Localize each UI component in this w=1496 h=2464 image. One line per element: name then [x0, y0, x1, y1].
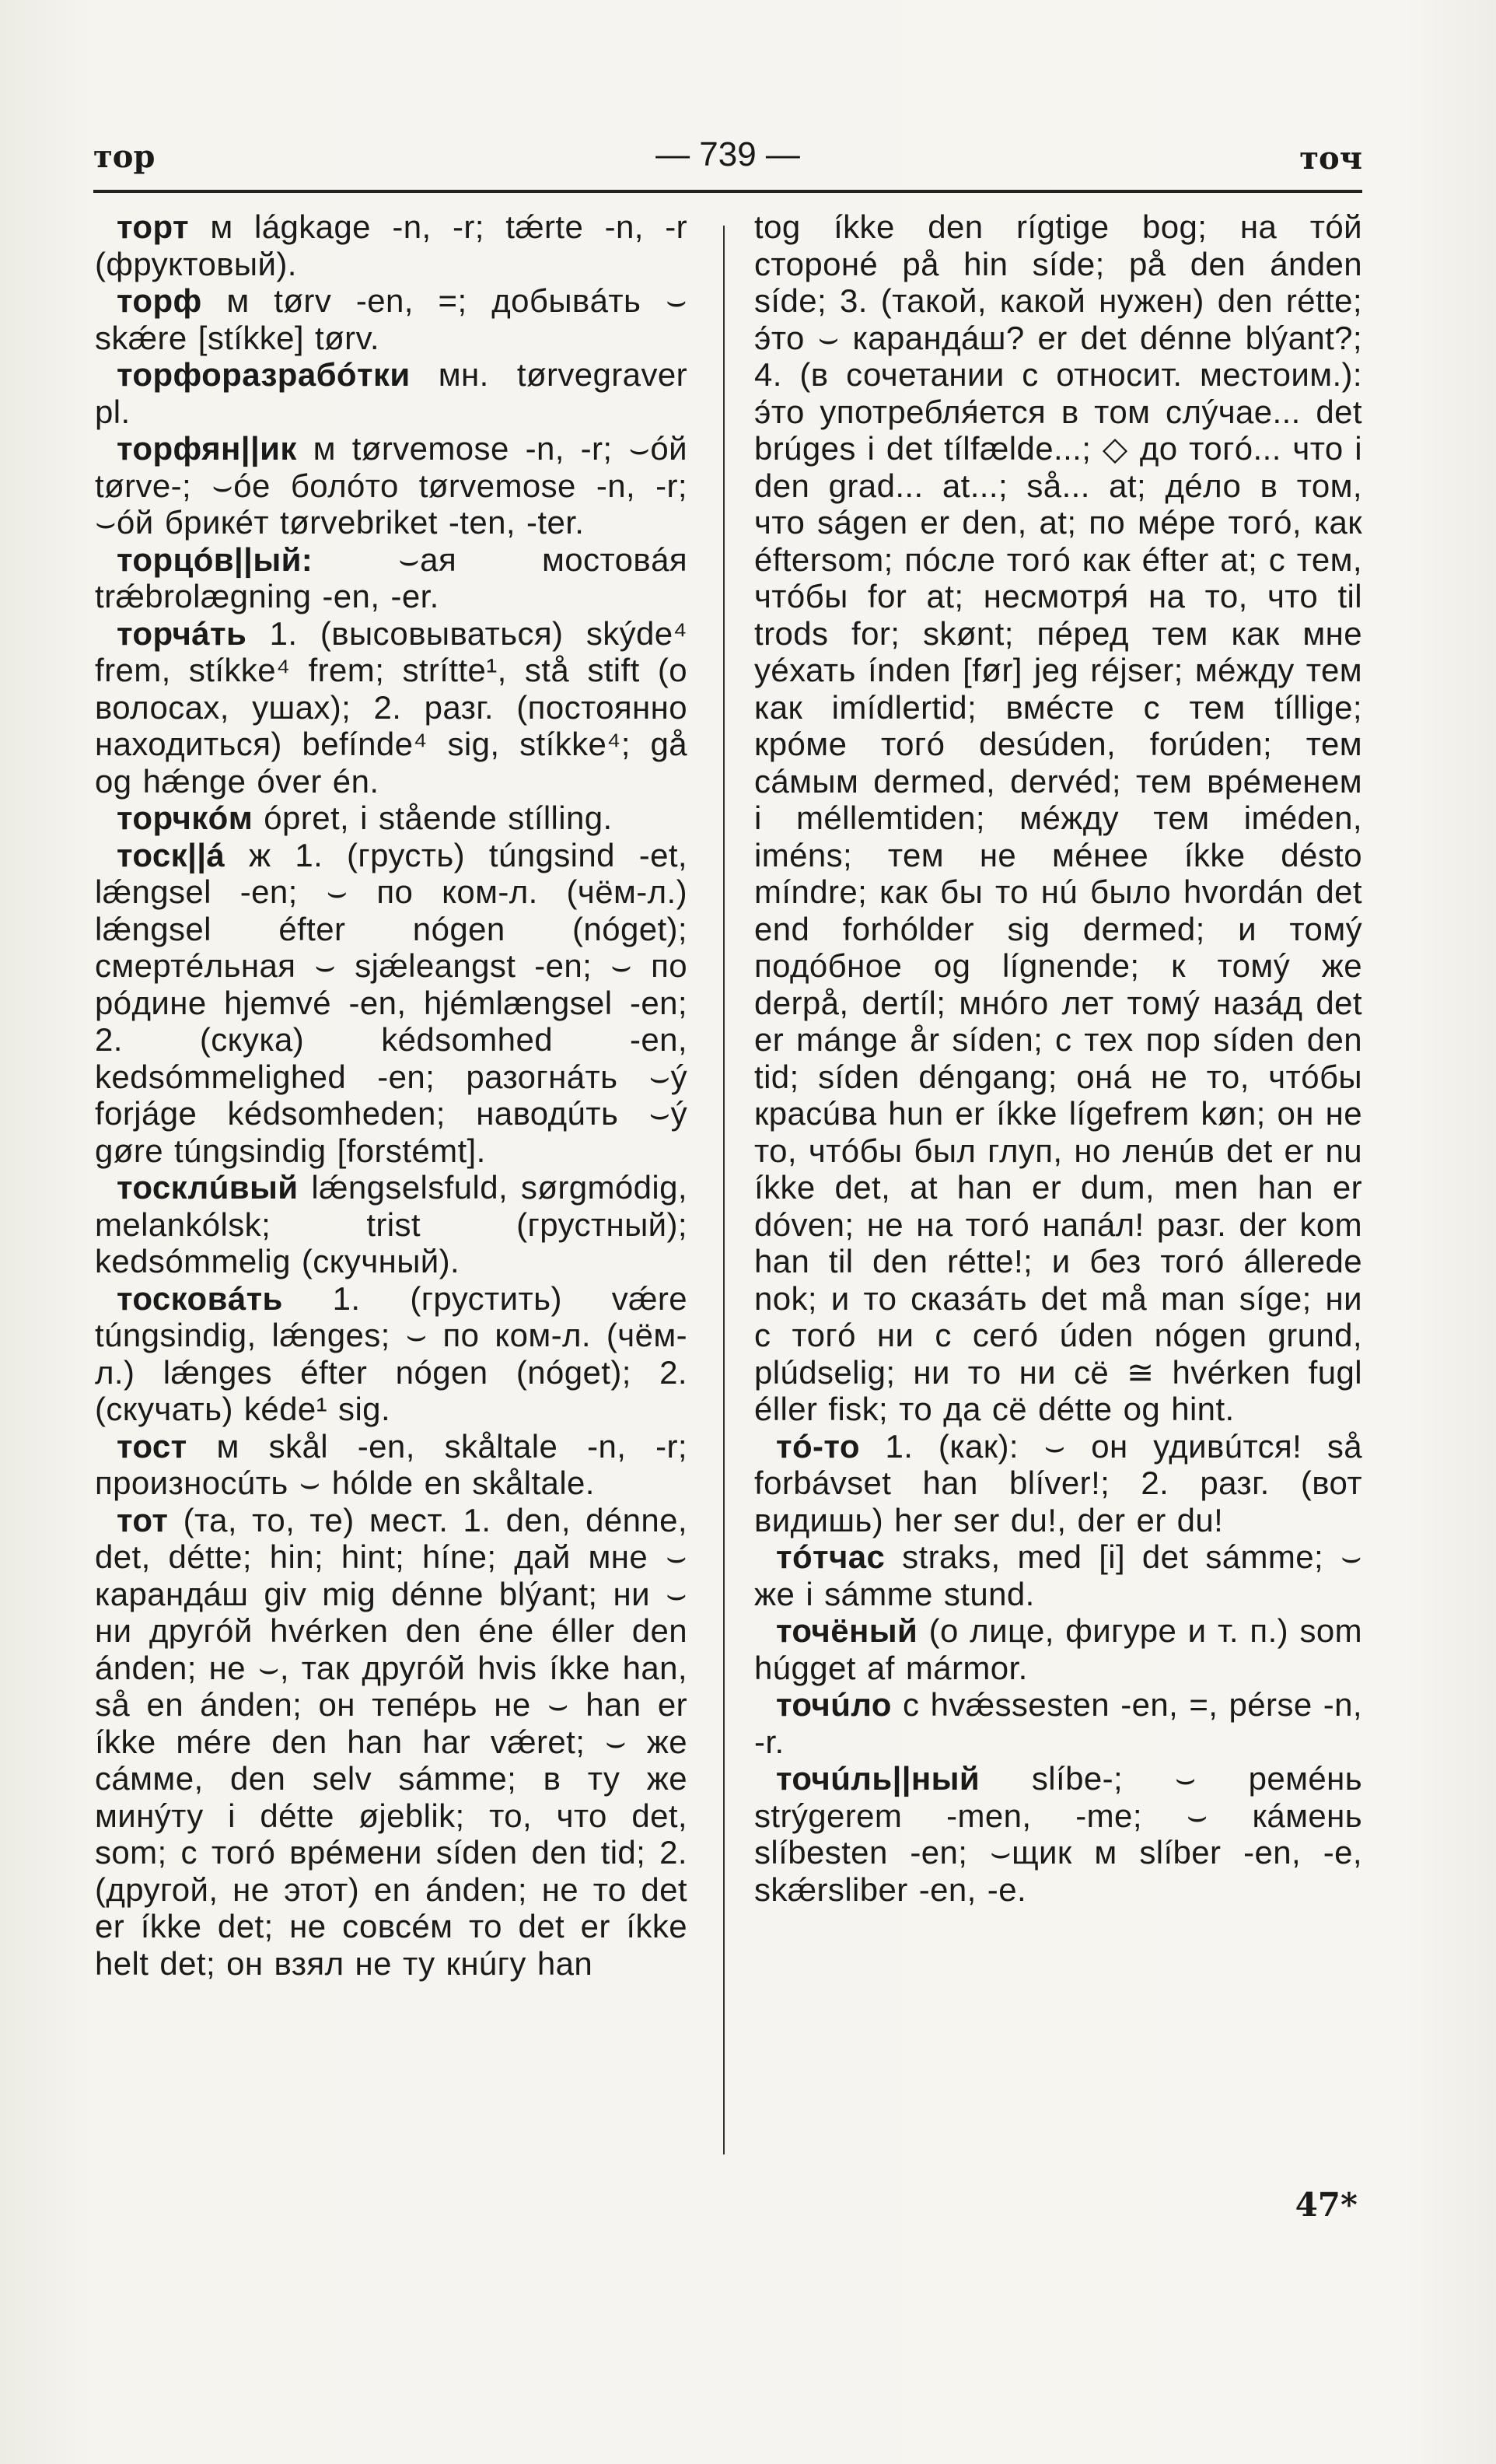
headword: точúло: [776, 1686, 892, 1723]
dictionary-entry: [95, 356, 687, 430]
entry-definition: ⌣ая мостовáя trǽbrolægning -en, -er.: [95, 541, 687, 614]
headword: тóтчас: [776, 1538, 886, 1575]
dictionary-entry: [95, 1169, 687, 1280]
entry-definition: м lágkage -n, -r; tǽrte -n, -r (фруктовый).: [95, 208, 687, 282]
page-number: — 739 —: [655, 135, 800, 173]
right-column: [754, 208, 1362, 1908]
running-header: [93, 132, 1362, 188]
dictionary-entry: [95, 615, 687, 800]
entry-definition: м tørvemose -n, -r; ⌣óй tørve-; ⌣óе болóто tørvemose -n, -r; ⌣óй брикéт tørvebriket -ten, -ter.: [95, 430, 687, 541]
headword: тосклúвый: [117, 1169, 299, 1206]
dictionary-entry: [754, 1686, 1362, 1760]
headword: тó-то: [776, 1427, 860, 1465]
dictionary-entry: [754, 208, 1362, 1428]
entry-definition: lǽngselsfuld, sørgmódig, melankólsk; trist (грустный); kedsómmelig (скучный).: [95, 1169, 687, 1279]
entry-definition: м tørv -en, =; добывáть ⌣ skǽre [stíkke] tørv.: [95, 282, 687, 356]
entry-definition: мн. tørvegraver pl.: [95, 356, 687, 430]
dictionary-entry: [95, 208, 687, 282]
dictionary-entry: [754, 1760, 1362, 1908]
entry-definition: м skål -en, skåltale -n, -r; произносúть ⌣ hólde en skåltale.: [95, 1427, 687, 1501]
headword: торфян||ик: [117, 430, 297, 467]
headword: тосковáть: [117, 1279, 283, 1317]
headword: тост: [117, 1427, 187, 1465]
headword: точёный: [776, 1612, 918, 1649]
dictionary-entry: [754, 1612, 1362, 1686]
left-column: [95, 208, 687, 1982]
entry-definition: (та, то, те) мест. 1. den, dénne, det, détte; hin; hint; híne; дай мне ⌣ карандáш giv mig dénne blýant; ни ⌣ ни другóй hvérken den éne éller den ánden; не ⌣, так другóй hvis íkke han, så en ánden; он тепéрь не ⌣ han er íkke mére den han har vǽret; ⌣ же сáмме, den selv sámme; в ту же минýту i détte øjeblik; то, что det, som; с тогó врéмени síden den tid; 2. (другой, не этот) en ánden; не то det er íkke det; не совсéм то det er íkke helt det; он взял не ту кнúгу han: [95, 1501, 687, 1982]
entry-definition: 1. (грустить) vǽre túngsindig, lǽnges; ⌣ по ком-л. (чём-л.) lǽnges éfter nógen (nóget); 2. (скучать) kéde¹ sig.: [95, 1279, 687, 1427]
guide-word-left: тор: [93, 138, 156, 175]
dictionary-entry: [95, 1280, 687, 1428]
dictionary-entry: [95, 1502, 687, 1983]
headword: торт: [117, 208, 189, 245]
dictionary-entry: [95, 837, 687, 1170]
headword: точúль||ный: [776, 1760, 980, 1797]
entry-definition: slíbe-; ⌣ ремéнь strýgerem -men, -me; ⌣ кáмень slíbesten -en; ⌣щик м slíber -en, -e, skǽrsliber -en, -e.: [754, 1760, 1362, 1908]
dictionary-entry: [95, 1428, 687, 1502]
dictionary-entry: [95, 800, 687, 837]
headword: торф: [117, 282, 202, 319]
headword: тоск||á: [117, 836, 225, 873]
dictionary-entry: [95, 282, 687, 356]
column-divider: [723, 226, 725, 2154]
entry-definition: (о лице, фигуре и т. п.) som húgget af mármor.: [754, 1612, 1362, 1686]
entry-definition: с hvǽssesten -en, =, pérse -n, -r.: [754, 1686, 1362, 1760]
guide-word-right: точ: [1299, 140, 1362, 177]
dictionary-entry: [754, 1538, 1362, 1612]
headword: тот: [117, 1501, 169, 1538]
entry-definition: 1. (высовываться) skýde⁴ frem, stíkke⁴ frem; strítte¹, stå stift (о волосах, ушах); 2. разг. (постоянно находиться) befínde⁴ sig, stíkke⁴; gå og hǽnge óver én.: [95, 614, 687, 800]
dictionary-entry: [95, 430, 687, 541]
dictionary-entry: [754, 1428, 1362, 1539]
entry-definition: straks, med [i] det sámme; ⌣ же i sámme stund.: [754, 1538, 1362, 1612]
headword: торчкóм: [117, 800, 253, 836]
headword: торчáть: [117, 614, 247, 652]
signature-mark: 47*: [1295, 2186, 1358, 2224]
headword: торфоразрабóтки: [117, 356, 411, 393]
entry-definition: tog íkke den rígtige bog; на тóй сторонé på hin síde; på den ánden síde; 3. (такой, какой нужен) den rétte; э́то ⌣ карандáш? er det dénne blýant?; 4. (в сочетании с относит. местоим.): э́то употребля́ется в том слýчае... det brúges i det tílfælde...; ◇ до тогó... что i den grad... at...; så... at; дéло в том, что ságen er den, at; по мéре тогó, как éftersom; пóсле тогó как éfter at; с тем, чтóбы for at; несмотря́ на то, что til trods for; skønt; пéред тем как мне уéхать índen [før] jeg réjser; мéжду тем как imídlertid; вмéсте с тем tíllige; крóме тогó desúden, forúden; тем сáмым dermed, dervéd; тем врéменем i méllemtiden; мéжду тем iméden, iméns; тем не мéнее íkke désto míndre; как бы то нú было hvordán det end forhólder sig dermed; и томý подóбное og lígnende; к томý же derpå, dertíl; мнóго лет томý назáд det er mánge år síden; с тех пор síden den tid; síden déngang; онá не то, чтóбы красúва hun er íkke lígefrem køn; он не то, чтóбы был глуп, но ленúв det er nu íkke det, at han er dum, men han er dóven; не на тогó напáл! разг. der kom han til den rétte!; и без тогó állerede nok; и то сказáть det må man síge; ни с тогó ни с сегó úden nógen grund, plúdselig; ни то ни сё ≅ hvérken fugl éller fisk; то да сё détte og hint.: [754, 208, 1362, 1427]
dictionary-entry: [95, 541, 687, 615]
headword: торцóв||ый:: [117, 541, 313, 578]
entry-definition: ж 1. (грусть) túngsind -et, lǽngsel -en; ⌣ по ком-л. (чём-л.) lǽngsel éfter nógen (nóget); смертéльная ⌣ sjǽleangst -en; ⌣ по рóдине hjemvé -en, hjémlængsel -en; 2. (скука) kédsomhed -en, kedsómmelighed -en; разогнáть ⌣ý forjáge kédsomheden; наводúть ⌣ý gøre túngsindig [forstémt].: [95, 836, 687, 1169]
entry-definition: 1. (как): ⌣ он удивúтся! så forbávset han blíver!; 2. разг. (вот видишь) her ser du!, der er du!: [754, 1427, 1362, 1538]
entry-definition: ópret, i stående stílling.: [253, 800, 613, 836]
header-rule: [93, 190, 1362, 193]
